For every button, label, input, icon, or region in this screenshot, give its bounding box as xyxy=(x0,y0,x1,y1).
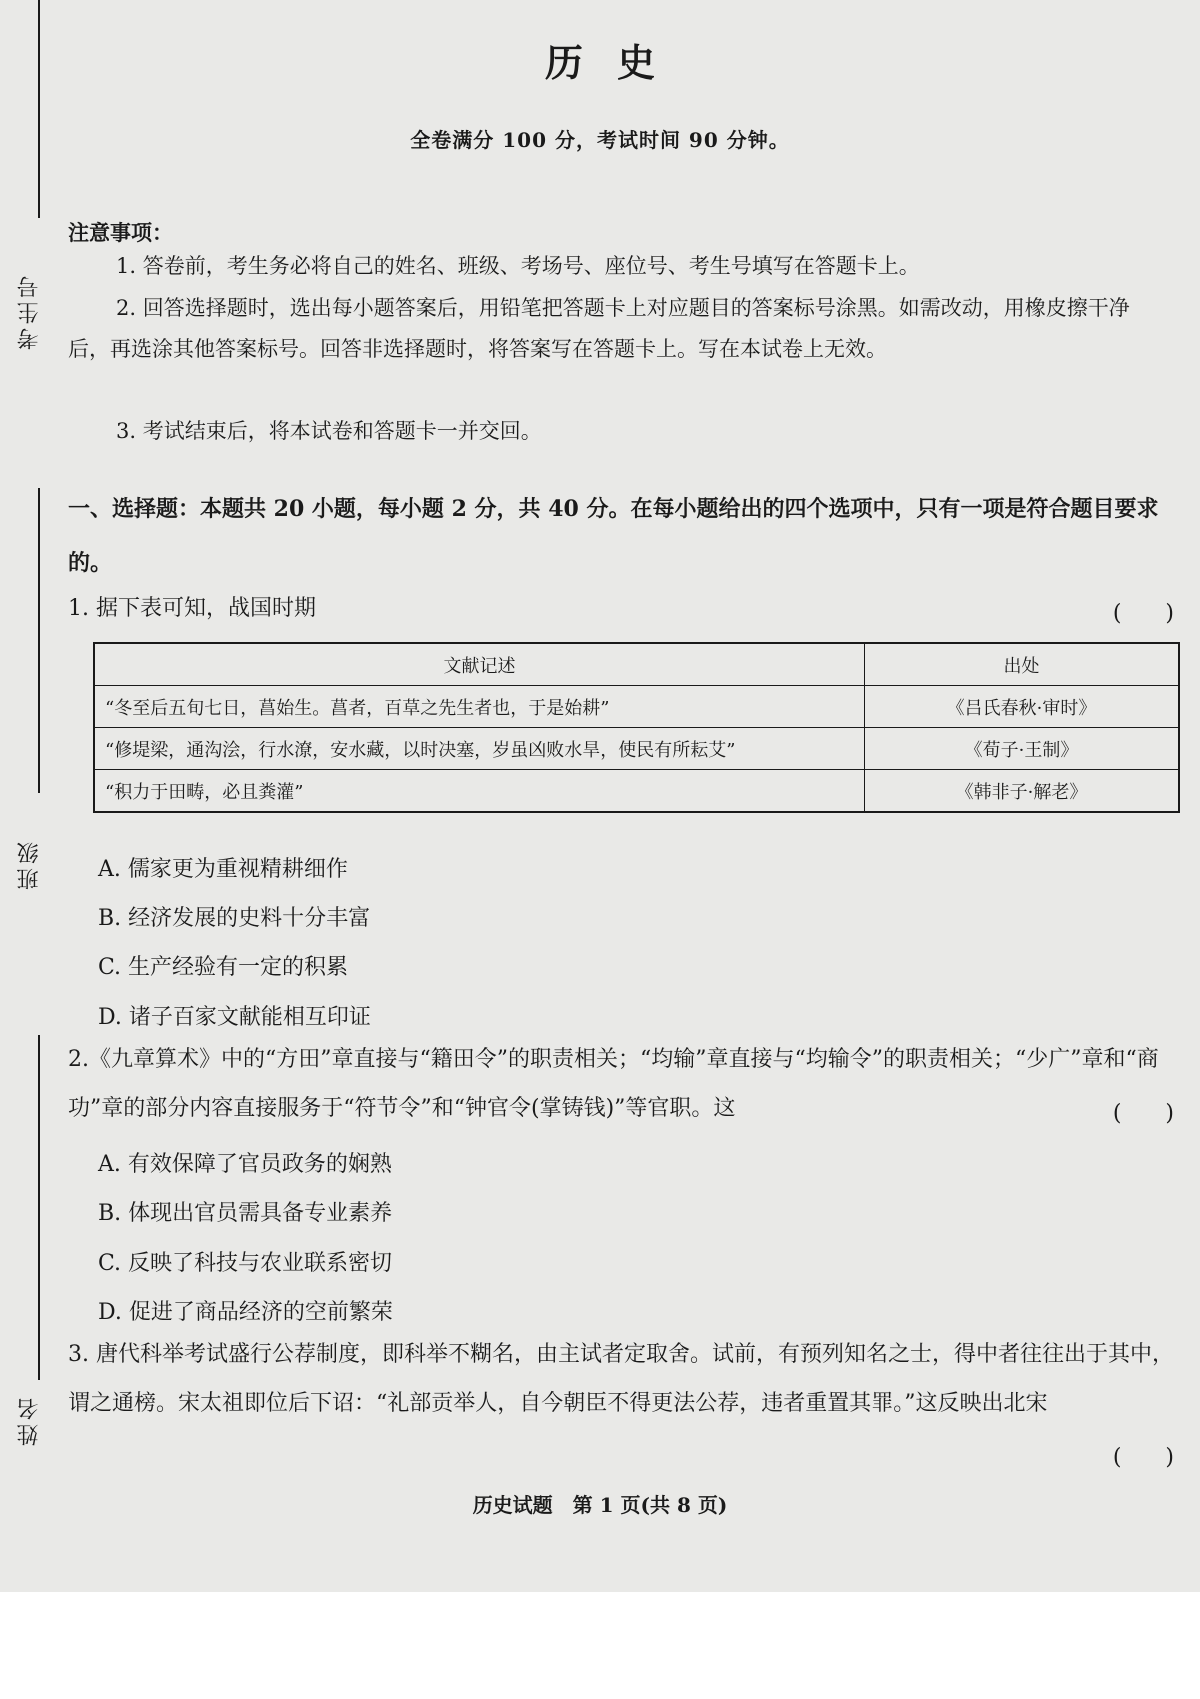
name-label: 姓名 xyxy=(17,1394,42,1446)
question-3-stem: 3. 唐代科举考试盛行公荐制度，即科举不糊名，由主试者定取舍。试前，有预列知名之士，得中者往往出于其中，谓之通榜。宋太祖即位后下诏：“礼部贡举人，自今朝臣不得更法公荐，违者重置其罪。”这反映出北宋 xyxy=(68,1342,1174,1416)
page-footer: 历史试题 第 1 页(共 8 页) xyxy=(472,1493,728,1517)
option-c: C. 反映了科技与农业联系密切 xyxy=(98,1251,393,1276)
table-cell: 《韩非子·解老》 xyxy=(865,770,1179,813)
table-cell: 《吕氏春秋·审时》 xyxy=(865,686,1179,728)
notice-heading: 注意事项： xyxy=(68,220,173,245)
notice-item: 3. 考试结束后，将本试卷和答题卡一并交回。 xyxy=(116,419,542,443)
option-d: D. 促进了商品经济的空前繁荣 xyxy=(98,1300,393,1325)
table-cell: “积力于田畴，必且粪灌” xyxy=(94,770,865,813)
table-cell: 《荀子·王制》 xyxy=(865,728,1179,770)
option-d: D. 诸子百家文献能相互印证 xyxy=(98,1005,371,1030)
option-a: A. 儒家更为重视精耕细作 xyxy=(98,857,348,882)
table-row xyxy=(94,770,1179,813)
answer-blank: ( ) xyxy=(1112,601,1174,626)
option-a: A. 有效保障了官员政务的娴熟 xyxy=(98,1152,392,1177)
option-c: C. 生产经验有一定的积累 xyxy=(98,955,349,980)
answer-blank: ( ) xyxy=(1112,1101,1174,1126)
exam-info: 全卷满分 100 分，考试时间 90 分钟。 xyxy=(410,128,790,152)
exam-id-label: 考生号 xyxy=(17,272,42,350)
binding-line-mid xyxy=(38,488,40,793)
table-cell: “冬至后五旬七日，菖始生。菖者，百草之先生者也，于是始耕” xyxy=(94,686,865,728)
option-b: B. 体现出官员需具备专业素养 xyxy=(98,1201,393,1226)
answer-blank: ( ) xyxy=(1112,1445,1174,1470)
source-table xyxy=(93,642,1180,813)
table-header-row xyxy=(94,643,1179,686)
column-header: 出处 xyxy=(865,643,1179,686)
class-label: 班级 xyxy=(17,838,42,890)
table-row xyxy=(94,728,1179,770)
notice-item: 2. 回答选择题时，选出每小题答案后，用铅笔把答题卡上对应题目的答案标号涂黑。如需改动，用橡皮擦干净后，再选涂其他答案标号。回答非选择题时，将答案写在答题卡上。写在本试卷上无效。 xyxy=(68,296,1130,361)
table-cell: “修堤梁，通沟浍，行水潦，安水藏，以时决塞，岁虽凶败水旱，使民有所耘艾” xyxy=(94,728,865,770)
page-title: 历史 xyxy=(544,40,689,85)
column-header: 文献记述 xyxy=(94,643,865,686)
question-1-stem: 1. 据下表可知，战国时期 xyxy=(68,596,316,621)
question-2-stem: 2.《九章算术》中的“方田”章直接与“籍田令”的职责相关；“均输”章直接与“均输令”的职责相关；“少广”章和“商功”章的部分内容直接服务于“符节令”和“钟官令(掌铸钱)”等官职。这 xyxy=(68,1047,1159,1121)
table-row xyxy=(94,686,1179,728)
binding-line-low xyxy=(38,1035,40,1380)
notice-item: 1. 答卷前，考生务必将自己的姓名、班级、考场号、座位号、考生号填写在答题卡上。 xyxy=(116,254,920,278)
section-heading: 一、选择题：本题共 20 小题，每小题 2 分，共 40 分。在每小题给出的四个选项中，只有一项是符合题目要求的。 xyxy=(68,496,1159,576)
option-b: B. 经济发展的史料十分丰富 xyxy=(98,906,371,931)
